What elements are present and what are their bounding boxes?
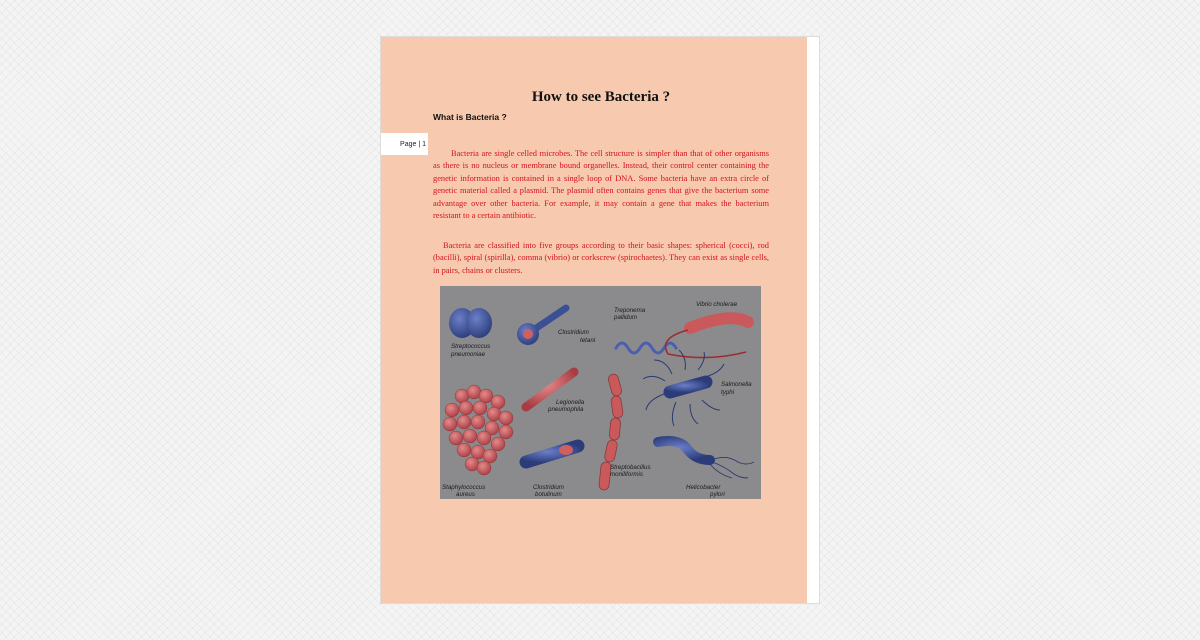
label-salmonella-2: typhi [721, 389, 735, 396]
label-legionella-2: pneumophila [548, 406, 584, 413]
streptococcus-icon [449, 308, 492, 338]
label-staphylococcus-1: Staphylococcus [442, 484, 486, 491]
clostridium-tetani-icon [517, 308, 566, 345]
label-staphylococcus-2: aureus [456, 491, 475, 498]
label-clostridium-botulinum-1: Clostridium [533, 484, 564, 491]
label-streptococcus-2: pneumoniae [451, 351, 486, 358]
bacteria-figure [440, 286, 761, 499]
document-page [381, 37, 807, 603]
staphylococcus-icon [443, 385, 513, 475]
page-title: How to see Bacteria ? [531, 89, 671, 105]
label-helicobacter-1: Helicobacter [686, 484, 721, 491]
label-streptobacillus-1: Streptobacillus [610, 464, 651, 471]
label-clostridium-botulinum-2: botulinum [535, 491, 562, 498]
bacteria-illustration [440, 286, 761, 499]
label-treponema-1: Treponema [614, 307, 646, 314]
label-streptobacillus-2: moniliformis [610, 471, 644, 478]
clostridium-botulinum-icon [526, 445, 578, 462]
label-streptococcus-1: Streptococcus [451, 343, 491, 350]
label-clostridium-tetani-2: tetani [580, 337, 596, 344]
salmonella-icon [643, 350, 724, 426]
helicobacter-icon [658, 441, 754, 478]
label-salmonella-1: Salmonella [721, 381, 752, 388]
paragraph-classification: Bacteria are classified into five groups according to their basic shapes: spherical (cocci), rod (bacilli), spiral (spirilla), comma (vibrio) or corkscrew (spirochaetes). They can exist as single cells, in pairs, chains or clusters. [433, 241, 769, 275]
label-vibrio: Vibrio cholerae [696, 301, 738, 308]
vibrio-cholerae-icon [666, 318, 749, 357]
label-legionella-1: Legionella [556, 399, 585, 406]
label-clostridium-tetani-1: Clostridium [558, 329, 589, 336]
section-heading: What is Bacteria ? [433, 112, 507, 122]
label-treponema-2: pallidum [614, 314, 638, 321]
label-helicobacter-2: pylori [710, 491, 725, 498]
page-number-label: Page | 1 [381, 133, 428, 155]
paragraph-intro: Bacteria are single celled microbes. The cell structure is simpler than that of other organisms as there is no nucleus or membrane bound organelles. Instead, their control center containing the genetic information is contained in a single loop of DNA. Some bacteria have an extra circle of genetic material called a plasmid. The plasmid often contains genes that give the bacterium some advantage over other bacteria. For example, it may contain a gene that makes the bacterium resistant to a certain antibiotic. [433, 149, 769, 221]
